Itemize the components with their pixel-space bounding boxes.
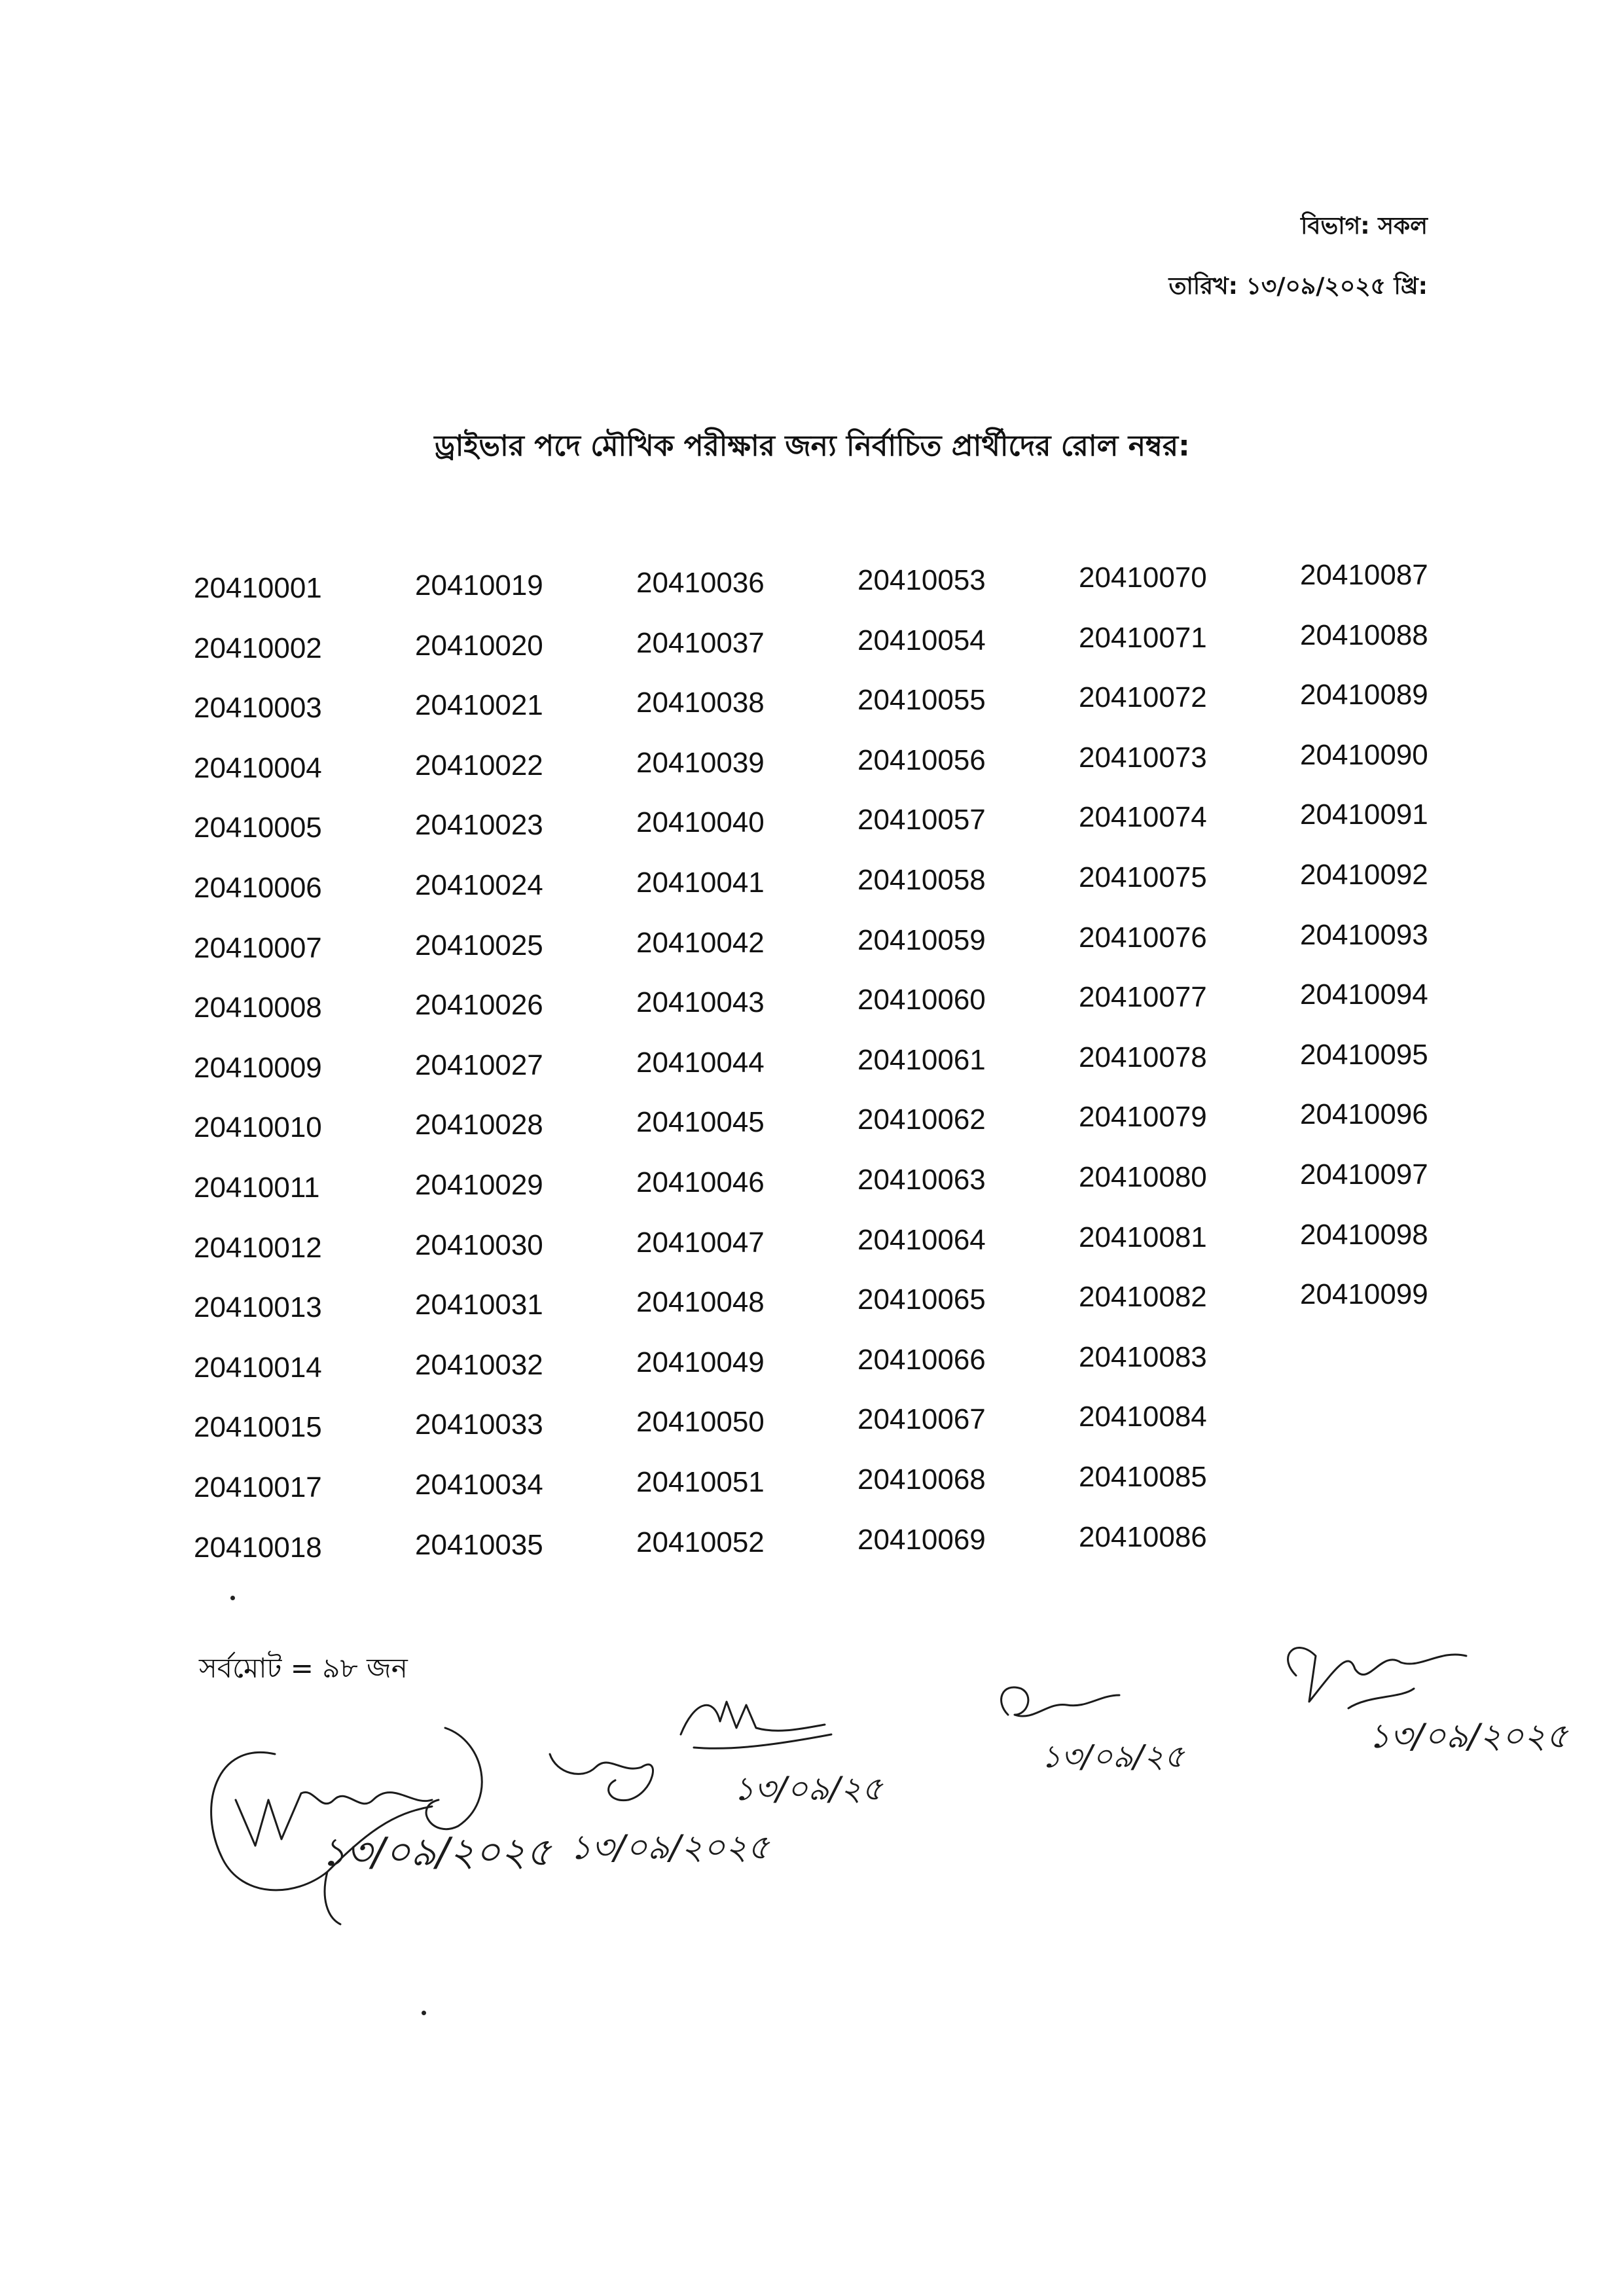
roll-number: 20410071 bbox=[1079, 621, 1207, 654]
roll-number: 20410092 bbox=[1300, 858, 1428, 891]
roll-number: 20410055 bbox=[857, 684, 986, 717]
roll-number: 20410019 bbox=[415, 569, 543, 601]
roll-number: 20410033 bbox=[415, 1408, 543, 1441]
roll-number: 20410041 bbox=[636, 866, 765, 899]
roll-number: 20410066 bbox=[857, 1343, 986, 1376]
roll-number: 20410084 bbox=[1079, 1401, 1207, 1433]
roll-number: 20410077 bbox=[1079, 981, 1207, 1014]
signature-5-date: ১৩/০৯/২০২৫ bbox=[1368, 1717, 1568, 1756]
roll-number: 20410068 bbox=[857, 1463, 986, 1496]
roll-number: 20410017 bbox=[194, 1471, 322, 1503]
roll-number: 20410096 bbox=[1300, 1098, 1428, 1131]
roll-number: 20410093 bbox=[1300, 918, 1428, 951]
roll-number: 20410090 bbox=[1300, 738, 1428, 771]
roll-number: 20410022 bbox=[415, 749, 543, 781]
roll-number: 20410020 bbox=[415, 629, 543, 662]
roll-number: 20410057 bbox=[857, 804, 986, 836]
roll-number: 20410059 bbox=[857, 924, 986, 956]
roll-number: 20410062 bbox=[857, 1103, 986, 1136]
roll-number: 20410006 bbox=[194, 871, 322, 904]
roll-number: 20410058 bbox=[857, 863, 986, 896]
roll-number: 20410083 bbox=[1079, 1340, 1207, 1373]
roll-number: 20410080 bbox=[1079, 1160, 1207, 1193]
roll-column-5 bbox=[1079, 555, 1236, 1574]
roll-number: 20410047 bbox=[636, 1226, 765, 1259]
roll-number: 20410015 bbox=[194, 1411, 322, 1444]
roll-number: 20410028 bbox=[415, 1109, 543, 1141]
roll-number: 20410095 bbox=[1300, 1038, 1428, 1071]
roll-column-1 bbox=[194, 565, 351, 1585]
roll-number: 20410039 bbox=[636, 746, 765, 779]
roll-number: 20410038 bbox=[636, 687, 765, 719]
roll-number: 20410013 bbox=[194, 1291, 322, 1324]
roll-number: 20410050 bbox=[636, 1406, 765, 1439]
roll-number: 20410027 bbox=[415, 1049, 543, 1081]
roll-number: 20410004 bbox=[194, 751, 322, 784]
roll-number: 20410021 bbox=[415, 689, 543, 722]
roll-column-6 bbox=[1300, 552, 1457, 1332]
roll-number: 20410005 bbox=[194, 812, 322, 844]
roll-number: 20410053 bbox=[857, 564, 986, 596]
roll-number: 20410026 bbox=[415, 989, 543, 1022]
roll-number: 20410094 bbox=[1300, 978, 1428, 1011]
roll-number: 20410079 bbox=[1079, 1101, 1207, 1134]
roll-number: 20410040 bbox=[636, 806, 765, 839]
roll-number: 20410001 bbox=[194, 572, 322, 604]
roll-number: 20410037 bbox=[636, 626, 765, 659]
roll-number: 20410064 bbox=[857, 1223, 986, 1256]
page-title: ড্রাইভার পদে মৌখিক পরীক্ষার জন্য নির্বাচিত প্রার্থীদের রোল নম্বর: bbox=[434, 429, 1190, 463]
department-label: বিভাগ: সকল bbox=[1301, 213, 1428, 240]
roll-number: 20410086 bbox=[1079, 1520, 1207, 1553]
roll-number: 20410056 bbox=[857, 744, 986, 776]
roll-number: 20410043 bbox=[636, 986, 765, 1019]
roll-number: 20410078 bbox=[1079, 1041, 1207, 1073]
date-label: তারিখ: ১৩/০৯/২০২৫ খ্রি: bbox=[1168, 273, 1428, 300]
ink-dot bbox=[230, 1596, 235, 1600]
roll-number: 20410045 bbox=[636, 1106, 765, 1139]
roll-number: 20410024 bbox=[415, 869, 543, 901]
roll-number: 20410012 bbox=[194, 1231, 322, 1264]
roll-number: 20410032 bbox=[415, 1348, 543, 1381]
roll-number: 20410052 bbox=[636, 1526, 765, 1558]
roll-number: 20410099 bbox=[1300, 1278, 1428, 1311]
roll-number: 20410031 bbox=[415, 1289, 543, 1321]
roll-number: 20410061 bbox=[857, 1043, 986, 1076]
roll-number: 20410063 bbox=[857, 1163, 986, 1196]
signature-1-date: ১৩/০৯/২০২৫ bbox=[321, 1829, 552, 1875]
roll-number: 20410018 bbox=[194, 1531, 322, 1564]
signature-3 bbox=[674, 1689, 923, 1820]
signature-4 bbox=[995, 1676, 1231, 1800]
signature-3-date: ১৩/০৯/২৫ bbox=[733, 1770, 883, 1808]
roll-number: 20410082 bbox=[1079, 1281, 1207, 1314]
signature-1 bbox=[196, 1702, 552, 1937]
roll-number: 20410087 bbox=[1300, 559, 1428, 591]
roll-number: 20410002 bbox=[194, 632, 322, 664]
ink-dot bbox=[422, 2011, 426, 2015]
roll-number: 20410073 bbox=[1079, 741, 1207, 774]
roll-number: 20410029 bbox=[415, 1168, 543, 1201]
roll-number: 20410042 bbox=[636, 926, 765, 959]
roll-number: 20410049 bbox=[636, 1346, 765, 1378]
roll-number: 20410081 bbox=[1079, 1221, 1207, 1253]
roll-number: 20410097 bbox=[1300, 1158, 1428, 1191]
total-count: সর্বমোট = ৯৮ জন bbox=[199, 1652, 408, 1684]
roll-number: 20410007 bbox=[194, 931, 322, 964]
roll-number: 20410010 bbox=[194, 1111, 322, 1144]
roll-number: 20410067 bbox=[857, 1403, 986, 1436]
roll-number: 20410003 bbox=[194, 692, 322, 725]
roll-number: 20410035 bbox=[415, 1528, 543, 1561]
roll-number: 20410076 bbox=[1079, 921, 1207, 954]
roll-number: 20410074 bbox=[1079, 801, 1207, 834]
roll-number: 20410025 bbox=[415, 929, 543, 961]
roll-column-3 bbox=[636, 560, 793, 1579]
roll-number: 20410072 bbox=[1079, 681, 1207, 714]
roll-number: 20410088 bbox=[1300, 619, 1428, 651]
roll-number: 20410008 bbox=[194, 992, 322, 1024]
roll-number: 20410065 bbox=[857, 1283, 986, 1316]
roll-number: 20410034 bbox=[415, 1468, 543, 1501]
signature-4-date: ১৩/০৯/২৫ bbox=[1041, 1738, 1185, 1775]
roll-number: 20410048 bbox=[636, 1286, 765, 1319]
roll-number: 20410009 bbox=[194, 1051, 322, 1084]
roll-number: 20410011 bbox=[194, 1171, 320, 1204]
roll-number: 20410060 bbox=[857, 984, 986, 1016]
roll-number: 20410051 bbox=[636, 1465, 765, 1498]
roll-number: 20410085 bbox=[1079, 1460, 1207, 1493]
roll-column-4 bbox=[857, 558, 1015, 1577]
roll-number: 20410069 bbox=[857, 1523, 986, 1556]
signature-2-date: ১৩/০৯/২০২৫ bbox=[569, 1828, 770, 1867]
roll-number: 20410036 bbox=[636, 567, 765, 599]
roll-number: 20410098 bbox=[1300, 1218, 1428, 1251]
roll-number: 20410023 bbox=[415, 809, 543, 842]
roll-number: 20410091 bbox=[1300, 798, 1428, 831]
roll-number: 20410089 bbox=[1300, 679, 1428, 711]
roll-number: 20410054 bbox=[857, 624, 986, 656]
roll-number: 20410070 bbox=[1079, 562, 1207, 594]
roll-number: 20410030 bbox=[415, 1229, 543, 1261]
signature-5 bbox=[1270, 1623, 1578, 1780]
roll-number: 20410014 bbox=[194, 1351, 322, 1384]
roll-number: 20410075 bbox=[1079, 861, 1207, 893]
roll-number: 20410044 bbox=[636, 1046, 765, 1079]
roll-number: 20410046 bbox=[636, 1166, 765, 1198]
roll-column-2 bbox=[415, 563, 572, 1582]
